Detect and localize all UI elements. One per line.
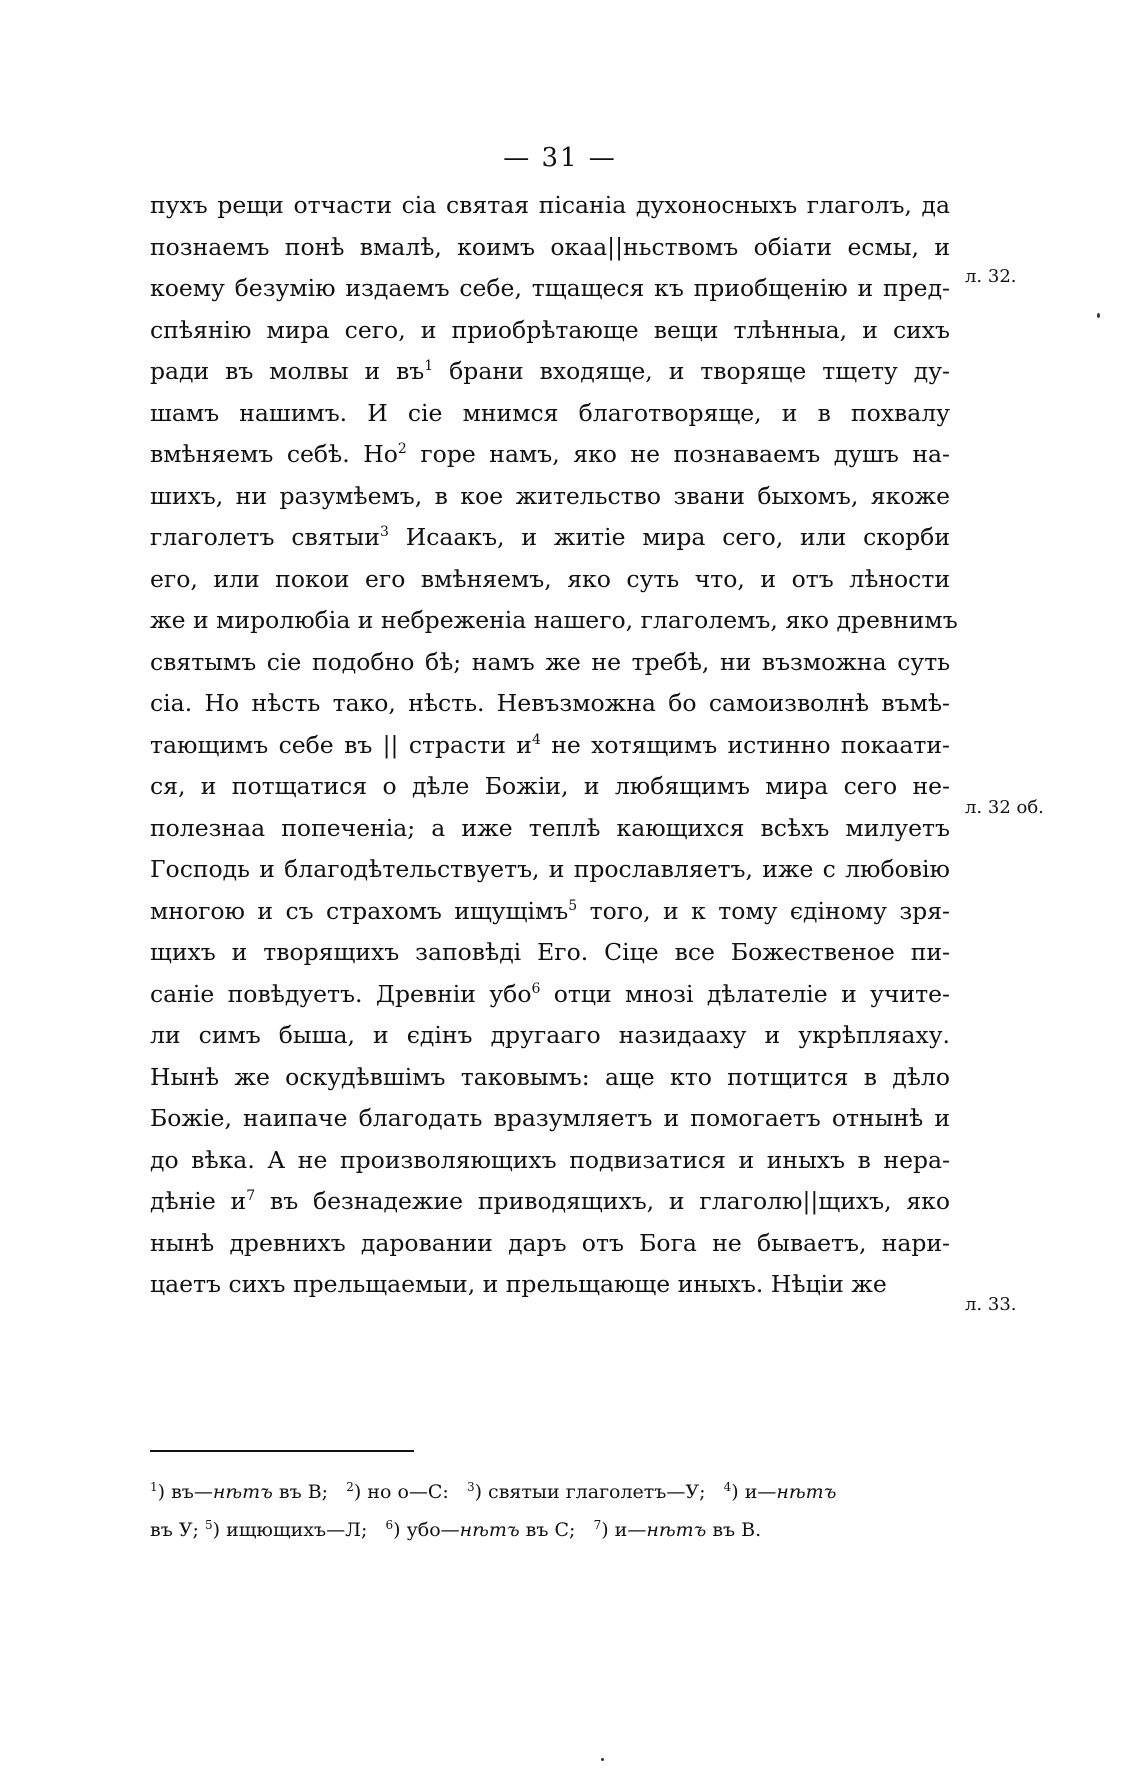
text-line	[150, 439, 950, 473]
footnote-italic: нѣтъ	[646, 1519, 707, 1541]
footnote-text: ) и—	[731, 1481, 777, 1503]
footnote-ref: 5	[568, 898, 578, 914]
footnote-text: въ В;	[272, 1481, 329, 1503]
print-speck	[1097, 313, 1100, 318]
text-segment: Исаакъ, и житіе мира сего, или скорби	[405, 523, 950, 551]
footnote-text: ) но о—С:	[353, 1481, 449, 1503]
text-line: щихъ и творящихъ заповѣді Его. Сіце все Божественое пи-	[150, 938, 950, 966]
text-segment: тающимъ себе въ || страсти и	[150, 731, 532, 759]
text-line: нынѣ древнихъ даровании даръ отъ Бога не бываетъ, нари-	[150, 1229, 950, 1257]
text-segment: глаголетъ святыи	[150, 523, 380, 551]
text-segment: вмѣняемъ себѣ. Но	[150, 440, 398, 468]
footnote-text: въ В.	[706, 1519, 762, 1541]
text-line: шамъ нашимъ. И сіе мнимся благотворяще, и в похвалу	[150, 399, 950, 427]
text-line: до вѣка. А не произволяющихъ подвизатися и иныхъ в нера-	[150, 1146, 950, 1174]
text-line	[150, 356, 950, 390]
text-segment: многою и съ страхомъ ищущімъ	[150, 897, 569, 925]
text-line: сіа. Но нѣсть тако, нѣсть. Невъзможна бо самоизволнѣ въмѣ-	[150, 689, 950, 717]
text-line: пухъ рещи отчасти сіа святая пісаніа духоносныхъ глаголъ, да	[150, 191, 950, 219]
footnote-line	[150, 1478, 950, 1506]
footnote-italic: нѣтъ	[212, 1481, 273, 1503]
text-line: полезнаа попеченіа; а иже теплѣ кающихся всѣхъ милуетъ	[150, 814, 950, 842]
text-segment: горе намъ, яко не познаваемъ душъ на-	[420, 440, 950, 468]
text-segment: того, и к тому єдіному зря-	[589, 897, 950, 925]
text-line: шихъ, ни разумѣемъ, в кое жительство звани быхомъ, якоже	[150, 482, 950, 510]
footnote-number: 7	[593, 1518, 602, 1532]
margin-note: л. 32 об.	[965, 797, 1044, 818]
footnote-number: 4	[723, 1480, 732, 1494]
print-speck	[601, 1758, 604, 1761]
text-line	[150, 522, 950, 556]
footnote-ref: 7	[246, 1188, 256, 1204]
footnote-text: ) въ—	[157, 1481, 213, 1503]
margin-note: л. 32.	[965, 266, 1017, 287]
footnote-italic: нѣтъ	[776, 1481, 837, 1503]
text-line: Божіе, наипаче благодать вразумляетъ и помогаетъ отнынѣ и	[150, 1104, 950, 1132]
footnote-ref: 6	[531, 981, 541, 997]
text-segment: въ безнадежие приводящихъ, и глаголю||щихъ, яко	[269, 1187, 951, 1215]
text-segment: ради въ молвы и въ	[150, 357, 425, 385]
text-line: спѣянію мира сего, и приобрѣтающе вещи тлѣнныа, и сихъ	[150, 316, 950, 344]
text-line: познаемъ понѣ вмалѣ, коимъ окаа||ньствомъ обіати есмы, и	[150, 233, 950, 261]
footnote-ref: 1	[424, 358, 434, 374]
footnote-text: ) и—	[601, 1519, 647, 1541]
text-segment: не хотящимъ истинно покаати-	[551, 731, 950, 759]
footnote-number: 2	[346, 1480, 354, 1494]
text-line: его, или покои его вмѣняемъ, яко суть что, и отъ лѣности	[150, 565, 950, 593]
text-segment: саніе повѣдуетъ. Древніи убо	[150, 980, 532, 1008]
footnote-ref: 3	[379, 524, 389, 540]
text-segment: отци мнозі дѣлателіе и учите-	[553, 980, 950, 1008]
text-line	[150, 1186, 950, 1220]
footnote-text: въ У;	[150, 1519, 199, 1541]
footnote-text: ) святыи глаголетъ—У;	[474, 1481, 706, 1503]
footnote-italic: нѣтъ	[459, 1519, 520, 1541]
text-line: цаетъ сихъ прельщаемыи, и прельщающе иныхъ. Нѣціи же	[150, 1270, 887, 1298]
text-segment: брани входяще, и творяще тщету ду-	[449, 357, 950, 385]
page-number: — 31 —	[503, 143, 617, 173]
text-line	[150, 730, 950, 764]
text-line	[150, 896, 950, 930]
footnote-number: 1	[150, 1480, 158, 1494]
footnote-text: ) ищющихъ—Л;	[212, 1519, 368, 1541]
footnote-line	[150, 1516, 950, 1544]
footnote-rule	[150, 1450, 414, 1452]
text-line	[150, 979, 950, 1013]
text-line: Нынѣ же оскудѣвшімъ таковымъ: аще кто потщится в дѣло	[150, 1063, 950, 1091]
footnote-text: въ С;	[519, 1519, 576, 1541]
text-line: же и миролюбіа и небреженіа нашего, глаголемъ, яко древнимъ	[150, 606, 958, 634]
margin-note: л. 33.	[965, 1294, 1017, 1315]
footnote-number: 3	[466, 1480, 475, 1494]
footnote-ref: 2	[397, 441, 407, 457]
text-line: ся, и потщатися о дѣле Божіи, и любящимъ мира сего не-	[150, 772, 950, 800]
text-line: Господь и благодѣтельствуетъ, и прославляетъ, иже с любовію	[150, 855, 950, 883]
text-line: ли симъ быша, и єдінъ другааго назидааху и укрѣпляаху.	[150, 1021, 950, 1049]
footnote-ref: 4	[531, 732, 541, 748]
footnote-number: 5	[205, 1518, 213, 1532]
text-line: коему безумію издаемъ себе, тщащеся къ приобщенію и пред-	[150, 274, 950, 302]
text-line: святымъ сіе подобно бѣ; намъ же не требѣ, ни възможна суть	[150, 648, 950, 676]
footnote-text: ) убо—	[393, 1519, 460, 1541]
footnote-number: 6	[385, 1518, 394, 1532]
text-segment: дѣніе и	[150, 1187, 247, 1215]
